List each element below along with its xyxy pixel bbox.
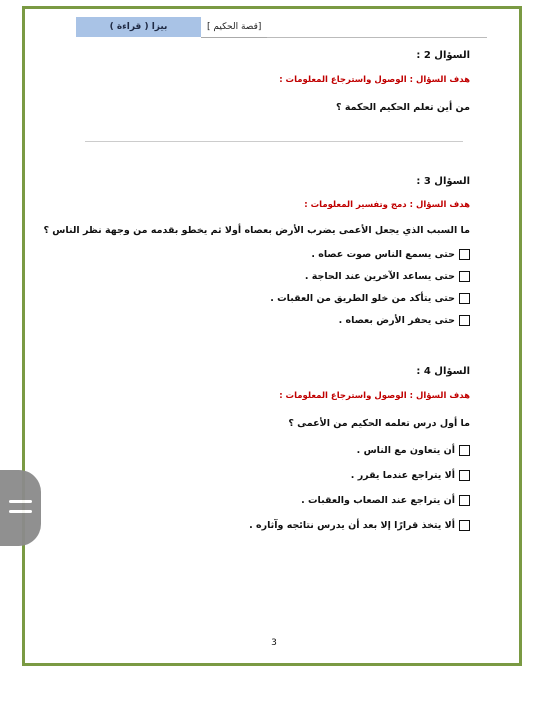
checkbox[interactable] bbox=[459, 249, 470, 260]
hamburger-menu-icon[interactable] bbox=[0, 470, 41, 546]
page-number: 3 bbox=[271, 638, 277, 648]
section-divider bbox=[85, 141, 463, 142]
question-4-option[interactable] bbox=[249, 520, 470, 531]
question-3-option[interactable] bbox=[311, 249, 470, 260]
question-4-text: ما أول درس تعلمه الحكيم من الأعمى ؟ bbox=[288, 418, 470, 429]
question-4-option[interactable] bbox=[351, 470, 470, 481]
checkbox[interactable] bbox=[459, 520, 470, 531]
header-tab-label: بيزا ( قراءة ) bbox=[76, 17, 201, 37]
option-label: حتى يساعد الآخرين عند الحاجة . bbox=[304, 271, 455, 282]
question-4-option[interactable] bbox=[301, 495, 470, 506]
question-3-option[interactable] bbox=[305, 271, 470, 282]
option-label: حتى يسمع الناس صوت عصاه . bbox=[311, 249, 455, 260]
checkbox[interactable] bbox=[459, 315, 470, 326]
option-label: أن يتراجع عند الصعاب والعقبات . bbox=[301, 495, 455, 506]
question-4-option[interactable] bbox=[357, 445, 470, 456]
option-label: ألا يتراجع عندما يقرر . bbox=[350, 470, 455, 481]
question-4-goal: هدف السؤال : الوصول واسترجاع المعلومات : bbox=[279, 391, 470, 401]
header-rule bbox=[267, 17, 487, 38]
question-3-text: ما السبب الذي يجعل الأعمى يضرب الأرض بعصاه أولا ثم يخطو بقدمه من وجهة نظر الناس ؟ bbox=[43, 225, 470, 236]
checkbox[interactable] bbox=[459, 293, 470, 304]
checkbox[interactable] bbox=[459, 470, 470, 481]
option-label: ألا يتخذ قرارًا إلا بعد أن يدرس نتائجه وآثاره . bbox=[249, 520, 455, 531]
option-label: أن يتعاون مع الناس . bbox=[356, 445, 455, 456]
question-2-goal: هدف السؤال : الوصول واسترجاع المعلومات : bbox=[279, 75, 470, 85]
question-2-title: السؤال 2 : bbox=[416, 50, 470, 61]
option-label: حتى يحفر الأرض بعصاه . bbox=[338, 315, 455, 326]
question-2-text: من أين تعلم الحكيم الحكمة ؟ bbox=[336, 102, 470, 113]
question-3-option[interactable] bbox=[339, 315, 470, 326]
header-story-label: [قصة الحكيم ] bbox=[201, 17, 267, 38]
question-4-title: السؤال 4 : bbox=[416, 366, 470, 377]
question-3-option[interactable] bbox=[270, 293, 470, 304]
question-3-title: السؤال 3 : bbox=[416, 176, 470, 187]
option-label: حتى يتأكد من خلو الطريق من العقبات . bbox=[270, 293, 455, 304]
page-header bbox=[76, 17, 487, 37]
checkbox[interactable] bbox=[459, 495, 470, 506]
checkbox[interactable] bbox=[459, 445, 470, 456]
checkbox[interactable] bbox=[459, 271, 470, 282]
question-3-goal: هدف السؤال : دمج وتفسير المعلومات : bbox=[304, 200, 470, 210]
